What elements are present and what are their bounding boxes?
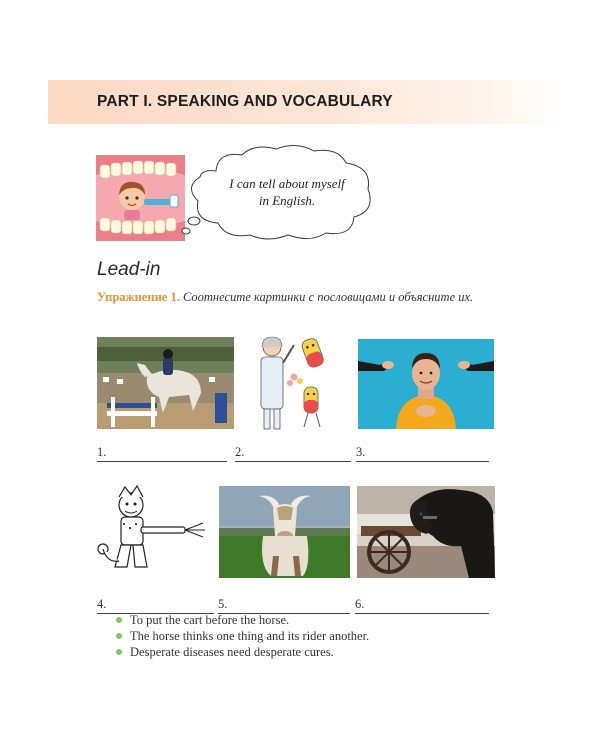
- answer-slot-3: 3.: [356, 445, 489, 462]
- list-item: To put the cart before the horse.: [116, 612, 369, 628]
- bubble-line-2: in English.: [258, 193, 316, 208]
- man-hands-photo-icon: [358, 339, 494, 429]
- pony-cart-photo-icon: [357, 486, 495, 578]
- horse-jumping-photo-icon: [97, 337, 234, 429]
- man-spraying-cartoon-icon: [97, 483, 209, 576]
- answer-slot-4: 4.: [97, 597, 214, 614]
- list-item: The horse thinks one thing and its rider another.: [116, 628, 369, 644]
- exercise-label: Упражнение 1.: [97, 290, 180, 304]
- proverb-list: [116, 612, 369, 660]
- exercise-text: Соотнесите картинки с пословицами и объясните их.: [182, 290, 474, 304]
- answer-slot-5: 5.: [218, 597, 350, 614]
- teeth-illustration-icon: [96, 155, 185, 241]
- exercise-instruction: [97, 289, 502, 305]
- bubble-line-1: I can tell about myself: [229, 176, 345, 191]
- doctor-pills-cartoon-icon: [246, 331, 338, 435]
- list-item: Desperate diseases need desperate cures.: [116, 644, 369, 660]
- answer-slot-2: 2.: [235, 445, 351, 462]
- cow-photo-icon: [219, 486, 350, 578]
- answer-slot-1: 1.: [97, 445, 227, 462]
- bubble-text: [216, 175, 358, 209]
- page-title: PART I. SPEAKING AND VOCABULARY: [97, 93, 393, 110]
- answer-slot-6: 6.: [355, 597, 489, 614]
- section-title: Lead-in: [97, 259, 161, 280]
